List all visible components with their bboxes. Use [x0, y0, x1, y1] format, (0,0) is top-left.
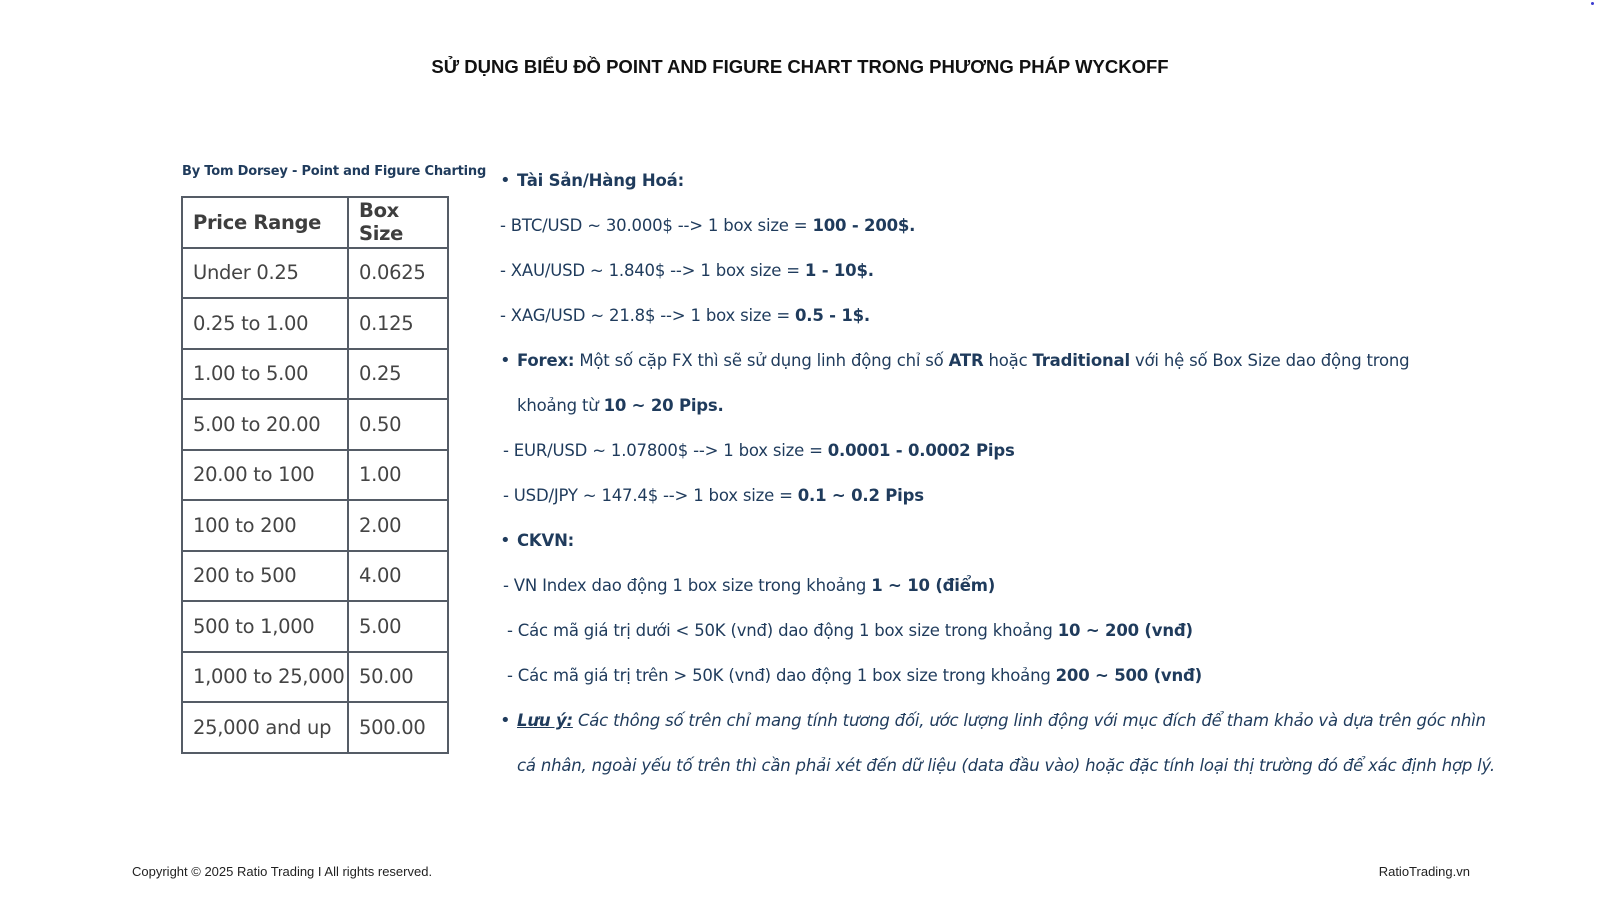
xau-value: 1 - 10$.: [804, 261, 874, 280]
price-range-cell: 1,000 to 25,000: [182, 652, 348, 703]
note-label: Lưu ý:: [517, 711, 573, 730]
btc-value: 100 - 200$.: [812, 216, 916, 235]
forex-text-3: với hệ số Box Size dao động trong: [1129, 351, 1410, 370]
note-line: [500, 698, 1486, 743]
note-text-2: cá nhân, ngoài yếu tố trên thì cần phải xét đến dữ liệu (data đầu vào) hoặc đặc tính loại thị trường đó để xác định hợp lý.: [517, 756, 1495, 775]
jpy-line: [500, 473, 1450, 518]
price-range-cell: 0.25 to 1.00: [182, 298, 348, 349]
btc-line: [500, 203, 1450, 248]
box-size-cell: 50.00: [348, 652, 448, 703]
forex-label: Forex:: [517, 351, 575, 370]
table-caption: By Tom Dorsey - Point and Figure Charting: [182, 164, 487, 179]
price-range-cell: 500 to 1,000: [182, 601, 348, 652]
table-row: [182, 450, 448, 501]
vnindex-value: 1 ~ 10 (điểm): [871, 576, 996, 595]
vnindex-text: - VN Index dao động 1 box size trong khoảng: [503, 576, 872, 595]
price-range-cell: 20.00 to 100: [182, 450, 348, 501]
table-row: [182, 652, 448, 703]
box-size-cell: 0.125: [348, 298, 448, 349]
eur-value: 0.0001 - 0.0002 Pips: [827, 441, 1015, 460]
corner-dot: [1591, 2, 1594, 5]
box-size-table: [181, 196, 449, 754]
xag-text: - XAG/USD ~ 21.8$ --> 1 box size =: [500, 306, 795, 325]
forex-line-2: [500, 383, 1450, 428]
note-text-1: Các thông số trên chỉ mang tính tương đối, ước lượng linh động với mục đích để tham khảo và dựa trên góc nhìn: [572, 711, 1486, 730]
vnindex-line: [500, 563, 1450, 608]
table-row: [182, 349, 448, 400]
forex-text-2: hoặc: [983, 351, 1033, 370]
copyright-text: Copyright © 2025 Ratio Trading I All rights reserved.: [132, 864, 433, 879]
jpy-text: - USD/JPY ~ 147.4$ --> 1 box size =: [503, 486, 798, 505]
forex-pips: 10 ~ 20 Pips.: [603, 396, 724, 415]
ckvn-heading-line: [500, 518, 1450, 563]
below-50k-line: [500, 608, 1450, 653]
box-size-cell: 2.00: [348, 500, 448, 551]
box-size-cell: 0.0625: [348, 248, 448, 299]
box-size-cell: 5.00: [348, 601, 448, 652]
forex-text-4: khoảng từ: [517, 396, 604, 415]
box-size-cell: 0.50: [348, 399, 448, 450]
above-50k-text: - Các mã giá trị trên > 50K (vnđ) dao động 1 box size trong khoảng: [507, 666, 1056, 685]
forex-text-1: Một số cặp FX thì sẽ sử dụng linh động chỉ số: [574, 351, 949, 370]
eur-line: [500, 428, 1450, 473]
price-range-cell: Under 0.25: [182, 248, 348, 299]
price-range-cell: 1.00 to 5.00: [182, 349, 348, 400]
xau-text: - XAU/USD ~ 1.840$ --> 1 box size =: [500, 261, 805, 280]
table-row: [182, 298, 448, 349]
eur-text: - EUR/USD ~ 1.07800$ --> 1 box size =: [503, 441, 828, 460]
below-50k-value: 10 ~ 200 (vnđ): [1057, 621, 1193, 640]
table-row: [182, 500, 448, 551]
box-size-cell: 0.25: [348, 349, 448, 400]
site-link[interactable]: RatioTrading.vn: [1378, 864, 1470, 879]
table-row: [182, 702, 448, 753]
price-range-cell: 5.00 to 20.00: [182, 399, 348, 450]
ckvn-heading: CKVN:: [517, 531, 575, 550]
forex-atr: ATR: [948, 351, 984, 370]
notes-content: [500, 158, 1495, 788]
btc-text: - BTC/USD ~ 30.000$ --> 1 box size =: [500, 216, 813, 235]
below-50k-text: - Các mã giá trị dưới < 50K (vnđ) dao động 1 box size trong khoảng: [507, 621, 1058, 640]
price-range-cell: 200 to 500: [182, 551, 348, 602]
xag-value: 0.5 - 1$.: [795, 306, 870, 325]
xau-line: [500, 248, 1450, 293]
assets-heading: Tài Sản/Hàng Hoá:: [517, 171, 684, 190]
above-50k-line: [500, 653, 1450, 698]
xag-line: [500, 293, 1450, 338]
table-row: [182, 551, 448, 602]
table-header-row: [182, 197, 448, 248]
assets-heading-line: [500, 158, 1450, 203]
jpy-value: 0.1 ~ 0.2 Pips: [797, 486, 924, 505]
forex-traditional: Traditional: [1032, 351, 1130, 370]
box-size-cell: 500.00: [348, 702, 448, 753]
price-range-cell: 25,000 and up: [182, 702, 348, 753]
page-title: SỬ DỤNG BIỂU ĐỒ POINT AND FIGURE CHART TRONG PHƯƠNG PHÁP WYCKOFF: [431, 56, 1169, 77]
table-row: [182, 399, 448, 450]
box-size-cell: 1.00: [348, 450, 448, 501]
box-size-cell: 4.00: [348, 551, 448, 602]
note-line-2: [500, 743, 1495, 788]
header-box-size: Box Size: [348, 197, 448, 248]
above-50k-value: 200 ~ 500 (vnđ): [1055, 666, 1202, 685]
table-row: [182, 248, 448, 299]
price-range-cell: 100 to 200: [182, 500, 348, 551]
forex-line: [500, 338, 1450, 383]
header-price-range: Price Range: [182, 197, 348, 248]
table-row: [182, 601, 448, 652]
